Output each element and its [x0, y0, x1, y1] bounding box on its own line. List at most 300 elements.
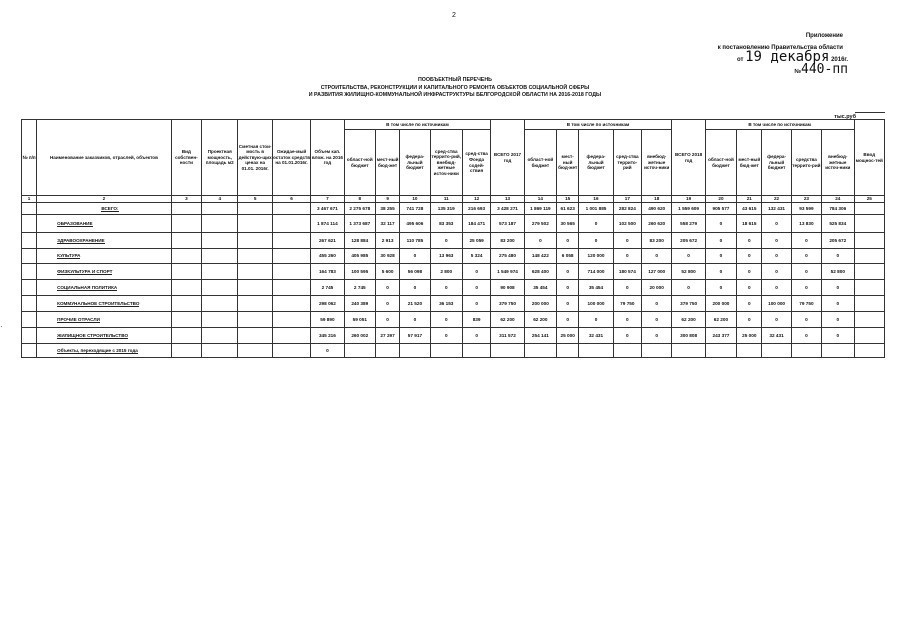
value-cell: 741 728: [400, 203, 430, 215]
value-cell: 0: [613, 280, 641, 296]
column-number: 22: [762, 196, 791, 203]
value-cell: 59 890: [311, 312, 344, 328]
header-federal-2016: федера-льный бюджет: [400, 130, 430, 196]
value-cell: 57 917: [400, 328, 430, 344]
value-cell: 0: [613, 312, 641, 328]
unit-label: тыс.руб: [834, 114, 856, 120]
value-cell: 120 000: [579, 249, 613, 264]
table-row: [22, 312, 885, 328]
row-number-cell: [22, 264, 37, 280]
value-cell: 0: [430, 312, 462, 328]
appendix-label: Приложение: [805, 33, 843, 39]
value-cell: 260 620: [642, 215, 672, 233]
value-cell: 20 000: [642, 280, 672, 296]
column-number: 21: [737, 196, 762, 203]
value-cell: 0: [557, 280, 579, 296]
column-number: 20: [705, 196, 736, 203]
empty-cell: [272, 296, 310, 312]
empty-cell: [272, 249, 310, 264]
appendix-reference: к постановлению Правительства области: [717, 45, 843, 51]
empty-cell: [171, 296, 201, 312]
column-number: 10: [400, 196, 430, 203]
empty-cell: [171, 264, 201, 280]
value-cell: 260 002: [344, 328, 375, 344]
value-cell: [822, 344, 854, 358]
header-offbudget-2018: внебюд-жетные источ-ники: [822, 130, 854, 196]
value-cell: 21 520: [400, 296, 430, 312]
value-cell: 240 389: [344, 296, 375, 312]
empty-cell: [272, 233, 310, 249]
value-cell: 110 785: [400, 233, 430, 249]
row-name: ВСЕГО:: [101, 205, 119, 211]
empty-cell: [171, 344, 201, 358]
row-name-cell: [37, 264, 172, 280]
header-federal-2018: федера-льный бюджет: [762, 130, 791, 196]
value-cell: [579, 344, 613, 358]
value-cell: 345 216: [311, 328, 344, 344]
document-title: [230, 77, 680, 100]
value-cell: 405 985: [344, 249, 375, 264]
header-territory-2017: сред-ства террито-рий: [613, 130, 641, 196]
value-cell: [491, 344, 524, 358]
column-number: 25: [854, 196, 885, 203]
value-cell: 0: [579, 312, 613, 328]
value-cell: 25 059: [462, 233, 490, 249]
value-cell: 0: [613, 328, 641, 344]
row-name-cell: [37, 280, 172, 296]
value-cell: 905 577: [705, 203, 736, 215]
value-cell: 490 620: [642, 203, 672, 215]
value-cell: 0: [791, 312, 821, 328]
commissioning-cell: [854, 312, 885, 328]
objects-table: [21, 119, 885, 358]
value-cell: [672, 344, 705, 358]
value-cell: 0: [375, 312, 399, 328]
value-cell: 0: [762, 264, 791, 280]
value-cell: 2 745: [344, 280, 375, 296]
value-cell: 30 565: [557, 215, 579, 233]
empty-cell: [238, 215, 272, 233]
value-cell: 148 422: [524, 249, 556, 264]
value-cell: 2 275 678: [344, 203, 375, 215]
empty-cell: [238, 296, 272, 312]
value-cell: 0: [430, 233, 462, 249]
value-cell: 784 306: [822, 203, 854, 215]
column-number: 14: [524, 196, 556, 203]
empty-cell: [202, 280, 238, 296]
row-name-cell: [37, 328, 172, 344]
header-total-2017: ВСЕГО 2017 год: [491, 120, 524, 196]
table-row: [22, 215, 885, 233]
value-cell: 5 324: [462, 249, 490, 264]
value-cell: [791, 344, 821, 358]
value-cell: 0: [400, 280, 430, 296]
value-cell: 0: [400, 249, 430, 264]
value-cell: 1 001 885: [579, 203, 613, 215]
value-cell: 0: [579, 233, 613, 249]
row-name-cell: [37, 233, 172, 249]
value-cell: 0: [762, 233, 791, 249]
value-cell: 0: [737, 280, 762, 296]
row-name-cell: [37, 312, 172, 328]
value-cell: 32 117: [375, 215, 399, 233]
value-cell: [462, 344, 490, 358]
table-row: [22, 344, 885, 358]
column-number: 9: [375, 196, 399, 203]
value-cell: 311 572: [491, 328, 524, 344]
value-cell: 0: [791, 264, 821, 280]
value-cell: 56 098: [400, 264, 430, 280]
empty-cell: [202, 312, 238, 328]
header-remainder: Ожидае-мый остаток средств на 01.01.2016г.: [272, 120, 310, 196]
decree-date: 19 декабря: [745, 49, 830, 65]
empty-cell: [202, 328, 238, 344]
value-cell: 13 963: [430, 249, 462, 264]
value-cell: 205 672: [822, 233, 854, 249]
row-name: ЖИЛИЩНОЕ СТРОИТЕЛЬСТВО: [57, 332, 129, 338]
empty-cell: [272, 312, 310, 328]
value-cell: 0: [430, 280, 462, 296]
value-cell: 0: [705, 215, 736, 233]
table-row: [22, 328, 885, 344]
value-cell: 128 884: [344, 233, 375, 249]
title-line-2: СТРОИТЕЛЬСТВА, РЕКОНСТРУКЦИИ И КАПИТАЛЬНОГО РЕМОНТА ОБЪЕКТОВ СОЦИАЛЬНОЙ СФЕРЫ: [320, 84, 590, 91]
empty-cell: [238, 264, 272, 280]
value-cell: 62 200: [672, 312, 705, 328]
value-cell: 0: [462, 296, 490, 312]
commissioning-cell: [854, 233, 885, 249]
value-cell: [344, 344, 375, 358]
value-cell: 25 000: [737, 328, 762, 344]
empty-cell: [202, 344, 238, 358]
value-cell: 455 260: [311, 249, 344, 264]
value-cell: 180 574: [613, 264, 641, 280]
value-cell: 100 000: [762, 296, 791, 312]
value-cell: 0: [762, 249, 791, 264]
empty-cell: [202, 215, 238, 233]
header-territory-2016: сред-ства террито-рий, внебюд-жетные источ-ники: [430, 130, 462, 196]
value-cell: 18 615: [737, 215, 762, 233]
value-cell: 0: [579, 215, 613, 233]
value-cell: 25 000: [557, 328, 579, 344]
value-cell: 36 153: [430, 296, 462, 312]
value-cell: 0: [762, 312, 791, 328]
row-name: ОБРАЗОВАНИЕ: [57, 220, 93, 226]
value-cell: 1 373 687: [344, 215, 375, 233]
decree-year: 2016г.: [831, 57, 848, 63]
page-number: 2: [452, 12, 456, 19]
value-cell: 0: [705, 280, 736, 296]
column-number: 4: [202, 196, 238, 203]
value-cell: 0: [822, 328, 854, 344]
value-cell: 839: [462, 312, 490, 328]
value-cell: 102 500: [613, 215, 641, 233]
value-cell: 0: [822, 296, 854, 312]
empty-cell: [171, 215, 201, 233]
value-cell: 216 693: [462, 203, 490, 215]
column-number: 13: [491, 196, 524, 203]
value-cell: 0: [375, 280, 399, 296]
header-regional-2017: област-ной бюджет: [524, 130, 556, 196]
header-offbudget-2017: внебюд-жетные источ-ники: [642, 130, 672, 196]
value-cell: 298 062: [311, 296, 344, 312]
column-number: 11: [430, 196, 462, 203]
row-name-cell: [37, 203, 172, 215]
empty-cell: [238, 249, 272, 264]
row-name-cell: [37, 215, 172, 233]
header-capacity: Проектная мощность, площадь м2: [202, 120, 238, 196]
value-cell: 0: [737, 233, 762, 249]
value-cell: 1 874 114: [311, 215, 344, 233]
header-local-2018: мест-ный бюд-жет: [737, 130, 762, 196]
decree-prefix: от: [736, 57, 744, 63]
value-cell: 0: [737, 312, 762, 328]
table-row: [22, 264, 885, 280]
value-cell: 2 913: [375, 233, 399, 249]
row-name: СОЦИАЛЬНАЯ ПОЛИТИКА: [57, 284, 118, 290]
value-cell: 525 834: [822, 215, 854, 233]
row-name: КУЛЬТУРА: [57, 253, 81, 259]
value-cell: [705, 344, 736, 358]
value-cell: 0: [642, 312, 672, 328]
table-row: [22, 249, 885, 264]
row-number-cell: [22, 296, 37, 312]
value-cell: 0: [672, 249, 705, 264]
value-cell: 0: [400, 312, 430, 328]
value-cell: 62 200: [524, 312, 556, 328]
table-row: [22, 296, 885, 312]
value-cell: 132 431: [762, 203, 791, 215]
empty-cell: [238, 233, 272, 249]
header-commissioning: Ввод мощнос-тей: [854, 120, 885, 196]
value-cell: 495 606: [400, 215, 430, 233]
value-cell: 0: [642, 296, 672, 312]
value-cell: 3 467 671: [311, 203, 344, 215]
value-cell: [613, 344, 641, 358]
value-cell: 243 377: [705, 328, 736, 344]
column-number: 19: [672, 196, 705, 203]
value-cell: 0: [791, 328, 821, 344]
value-cell: 379 750: [672, 296, 705, 312]
value-cell: 714 000: [579, 264, 613, 280]
row-name-cell: [37, 344, 172, 358]
value-cell: 1 559 609: [672, 203, 705, 215]
value-cell: 0: [557, 264, 579, 280]
column-number: 16: [579, 196, 613, 203]
value-cell: 0: [762, 280, 791, 296]
row-number-cell: [22, 203, 37, 215]
row-name: ФИЗКУЛЬТУРА И СПОРТ: [57, 268, 113, 274]
value-cell: 52 800: [822, 264, 854, 280]
row-number-cell: [22, 328, 37, 344]
header-volume-2016: Объем кап. влож. на 2016 год: [311, 120, 344, 196]
value-cell: 13 830: [791, 215, 821, 233]
empty-cell: [171, 233, 201, 249]
value-cell: 0: [791, 249, 821, 264]
column-number-row: [22, 196, 885, 203]
empty-cell: [238, 344, 272, 358]
column-number: 23: [791, 196, 821, 203]
value-cell: [375, 344, 399, 358]
column-number: 1: [22, 196, 37, 203]
value-cell: 0: [557, 296, 579, 312]
value-cell: 0: [524, 233, 556, 249]
commissioning-cell: [854, 249, 885, 264]
empty-cell: [202, 249, 238, 264]
column-number: 6: [272, 196, 310, 203]
header-local-2017: мест-ный бюд-жет: [557, 130, 579, 196]
commissioning-cell: [854, 328, 885, 344]
value-cell: 52 800: [672, 264, 705, 280]
column-number: 8: [344, 196, 375, 203]
header-social-fund-2016: сред-ства Фонда содей-ствия: [462, 130, 490, 196]
commissioning-cell: [854, 296, 885, 312]
value-cell: 0: [822, 249, 854, 264]
value-cell: 0: [791, 233, 821, 249]
value-cell: 0: [557, 233, 579, 249]
empty-cell: [171, 249, 201, 264]
value-cell: 79 750: [791, 296, 821, 312]
header-total-2018: ВСЕГО 2018 год: [672, 120, 705, 196]
value-cell: 0: [672, 280, 705, 296]
commissioning-cell: [854, 264, 885, 280]
value-cell: 0: [737, 296, 762, 312]
value-cell: 100 595: [344, 264, 375, 280]
scan-margin-mark: ·: [0, 322, 3, 331]
value-cell: 1 549 974: [491, 264, 524, 280]
value-cell: 279 502: [524, 215, 556, 233]
header-territory-2018: средства террито-рий: [791, 130, 821, 196]
row-name: ЗДРАВООХРАНЕНИЕ: [57, 237, 105, 243]
value-cell: 0: [430, 328, 462, 344]
empty-cell: [238, 203, 272, 215]
row-name: ПРОЧИЕ ОТРАСЛИ: [57, 316, 100, 322]
value-cell: 27 297: [375, 328, 399, 344]
empty-cell: [238, 312, 272, 328]
value-cell: 254 141: [524, 328, 556, 344]
header-type: Вид собствен-ности: [171, 120, 201, 196]
value-cell: 2 745: [311, 280, 344, 296]
empty-cell: [202, 264, 238, 280]
row-name: Объекты, переходящие с 2015 года: [57, 347, 138, 353]
header-federal-2017: федера-льный бюджет: [579, 130, 613, 196]
column-number: 15: [557, 196, 579, 203]
column-number: 18: [642, 196, 672, 203]
value-cell: 83 353: [430, 215, 462, 233]
value-cell: 32 431: [579, 328, 613, 344]
value-cell: 0: [311, 344, 344, 358]
empty-cell: [238, 328, 272, 344]
value-cell: 200 000: [524, 296, 556, 312]
empty-cell: [272, 344, 310, 358]
value-cell: 35 454: [579, 280, 613, 296]
value-cell: 0: [762, 215, 791, 233]
value-cell: 0: [462, 280, 490, 296]
title-line-1: ПООБЪЕКТНЫЙ ПЕРЕЧЕНЬ: [418, 77, 492, 83]
value-cell: 573 187: [491, 215, 524, 233]
value-cell: 1 869 119: [524, 203, 556, 215]
value-cell: 0: [791, 280, 821, 296]
column-number: 2: [37, 196, 172, 203]
header-local-2016: мест-ный бюд-жет: [375, 130, 399, 196]
value-cell: 6 058: [557, 249, 579, 264]
decree-number: 440-пп: [801, 62, 848, 77]
unit-divider: [855, 112, 885, 113]
value-cell: 61 623: [557, 203, 579, 215]
value-cell: 38 255: [375, 203, 399, 215]
value-cell: 0: [462, 328, 490, 344]
column-number: 17: [613, 196, 641, 203]
row-number-cell: [22, 344, 37, 358]
decree-reference: [736, 49, 848, 77]
empty-cell: [272, 215, 310, 233]
value-cell: 59 051: [344, 312, 375, 328]
value-cell: [762, 344, 791, 358]
value-cell: 0: [705, 264, 736, 280]
empty-cell: [202, 203, 238, 215]
value-cell: 2 800: [430, 264, 462, 280]
empty-cell: [171, 328, 201, 344]
empty-cell: [272, 264, 310, 280]
value-cell: 0: [705, 233, 736, 249]
row-number-cell: [22, 249, 37, 264]
value-cell: 0: [462, 264, 490, 280]
table-row: [22, 233, 885, 249]
value-cell: 135 319: [430, 203, 462, 215]
decree-number-prefix: №: [794, 69, 802, 75]
value-cell: 379 750: [491, 296, 524, 312]
value-cell: 62 200: [705, 312, 736, 328]
value-cell: 0: [375, 296, 399, 312]
value-cell: 0: [557, 312, 579, 328]
column-number: 12: [462, 196, 490, 203]
value-cell: 32 431: [762, 328, 791, 344]
row-name-cell: [37, 296, 172, 312]
value-cell: [642, 344, 672, 358]
value-cell: 282 824: [613, 203, 641, 215]
header-sources-2016: В том числе по источникам: [344, 120, 491, 130]
empty-cell: [272, 280, 310, 296]
value-cell: 100 000: [579, 296, 613, 312]
value-cell: 0: [705, 249, 736, 264]
table-row: [22, 280, 885, 296]
row-number-cell: [22, 280, 37, 296]
value-cell: 30 928: [375, 249, 399, 264]
value-cell: 35 454: [524, 280, 556, 296]
value-cell: 0: [613, 249, 641, 264]
row-number-cell: [22, 233, 37, 249]
value-cell: 3 428 271: [491, 203, 524, 215]
value-cell: [737, 344, 762, 358]
value-cell: 0: [822, 312, 854, 328]
value-cell: 83 200: [642, 233, 672, 249]
value-cell: [430, 344, 462, 358]
value-cell: [400, 344, 430, 358]
value-cell: 0: [613, 233, 641, 249]
commissioning-cell: [854, 203, 885, 215]
commissioning-cell: [854, 280, 885, 296]
header-regional-2018: област-ной бюджет: [705, 130, 736, 196]
value-cell: 0: [642, 249, 672, 264]
empty-cell: [272, 203, 310, 215]
value-cell: 5 600: [375, 264, 399, 280]
value-cell: 0: [642, 328, 672, 344]
value-cell: 205 672: [672, 233, 705, 249]
value-cell: 83 200: [491, 233, 524, 249]
header-estimate: Сметная стои-мость в действую-щих ценах на 01.01. 2016г.: [238, 120, 272, 196]
value-cell: [557, 344, 579, 358]
value-cell: 0: [737, 249, 762, 264]
